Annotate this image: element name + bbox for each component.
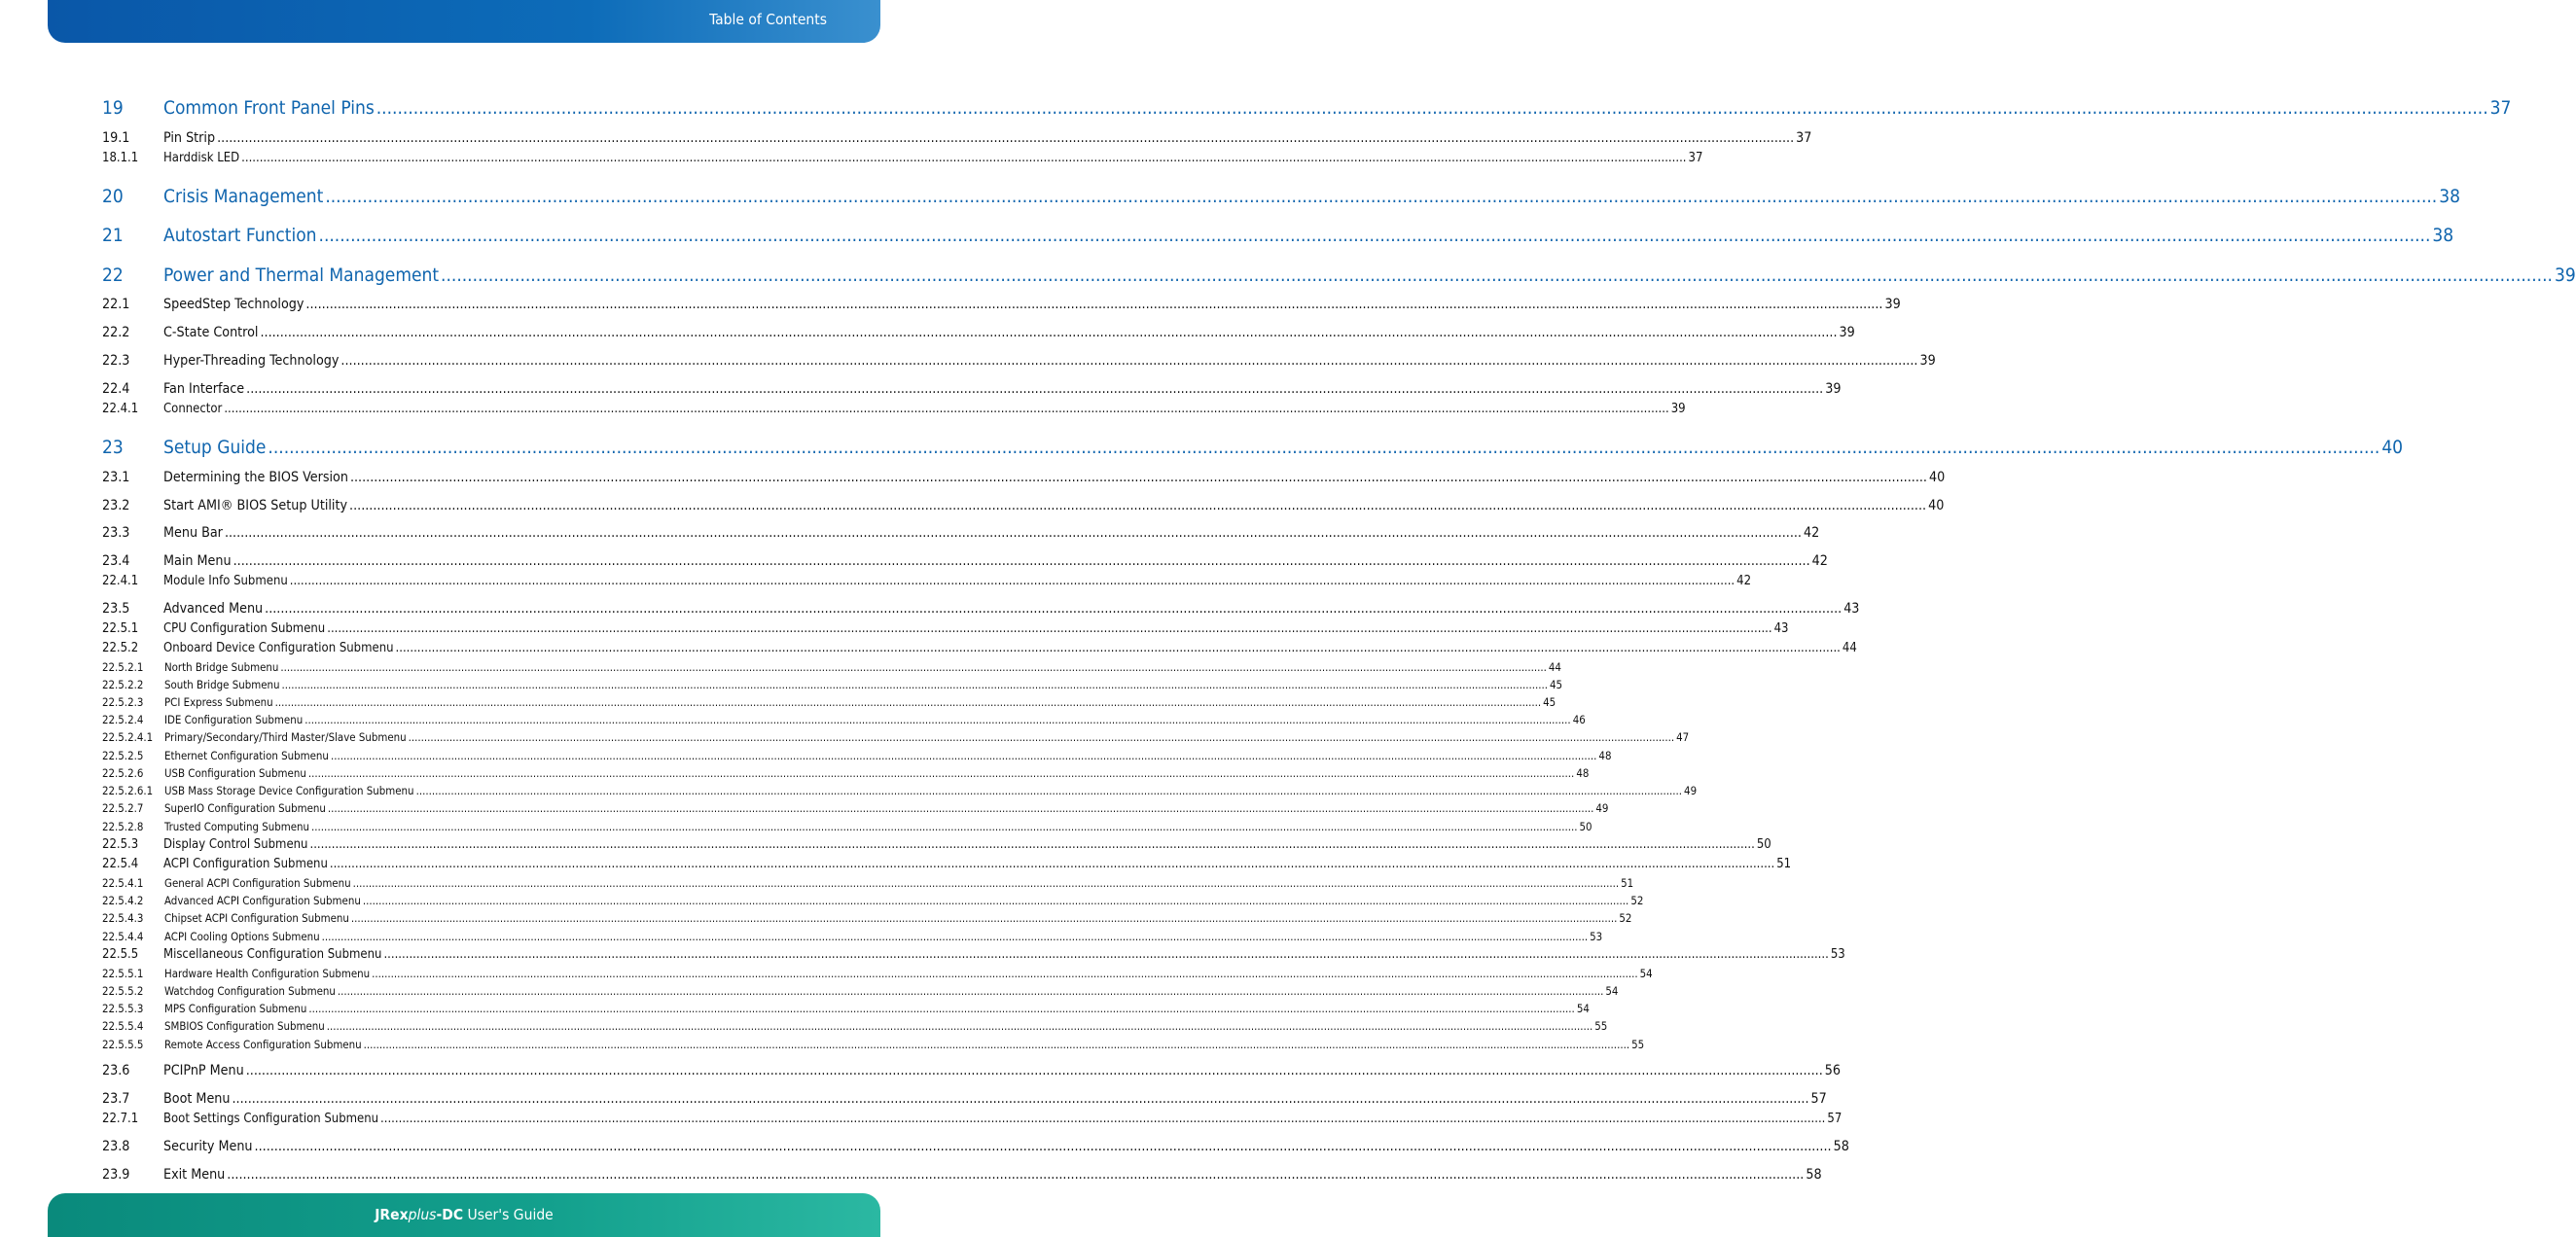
toc-title: North Bridge Submenu — [164, 660, 279, 674]
toc-page-number: 48 — [1576, 766, 1590, 780]
toc-entry[interactable] — [102, 186, 2460, 207]
toc-dot-leader: ................................................................................................................................................................................................................................................................................................................................................................................................................ — [227, 1167, 1805, 1183]
toc-page-number: 37 — [2489, 97, 2512, 119]
toc-entry[interactable] — [102, 1139, 1849, 1154]
toc-dot-leader: ................................................................................................................................................................................................................................................................................................................................................................................................................ — [233, 553, 1810, 569]
toc-dot-leader: ................................................................................................................................................................................................................................................................................................................................................................................................................ — [254, 1139, 1832, 1154]
toc-entry[interactable] — [102, 947, 1845, 962]
toc-number: 23.4 — [102, 553, 130, 569]
toc-title: Determining the BIOS Version — [163, 470, 348, 485]
toc-entry[interactable] — [102, 601, 1860, 617]
toc-page-number: 39 — [1670, 402, 1686, 416]
toc-page-number: 39 — [1839, 325, 1855, 340]
toc-entry[interactable] — [102, 498, 1945, 513]
toc-dot-leader: ................................................................................................................................................................................................................................................................................................................................................................................................................ — [325, 186, 2438, 207]
toc-number: 19.1 — [102, 130, 130, 146]
toc-entry[interactable] — [102, 837, 1771, 852]
toc-title: General ACPI Configuration Submenu — [164, 876, 351, 890]
toc-dot-leader: ................................................................................................................................................................................................................................................................................................................................................................................................................ — [349, 498, 1927, 513]
toc-entry[interactable] — [102, 911, 1632, 925]
toc-number: 22.5.4.1 — [102, 876, 144, 890]
toc-dot-leader: ................................................................................................................................................................................................................................................................................................................................................................................................................ — [217, 130, 1795, 146]
footer-brand-bold: JRex — [375, 1206, 409, 1223]
footer-brand-suffix: -DC — [436, 1206, 464, 1223]
toc-entry[interactable] — [102, 894, 1644, 907]
toc-title: Trusted Computing Submenu — [164, 820, 310, 833]
toc-title: IDE Configuration Submenu — [164, 713, 304, 726]
toc-title: USB Mass Storage Device Configuration Submenu — [164, 784, 414, 797]
toc-number: 22.5.5 — [102, 947, 139, 962]
toc-number: 22.3 — [102, 353, 130, 369]
toc-title: Hyper-Threading Technology — [163, 353, 340, 369]
toc-number: 23.1 — [102, 470, 130, 485]
toc-dot-leader: ................................................................................................................................................................................................................................................................................................................................................................................................................ — [308, 1002, 1575, 1015]
toc-dot-leader: ................................................................................................................................................................................................................................................................................................................................................................................................................ — [224, 525, 1802, 541]
toc-dot-leader: ................................................................................................................................................................................................................................................................................................................................................................................................................ — [318, 225, 2431, 246]
toc-entry[interactable] — [102, 857, 1792, 871]
toc-number: 22.5.2.5 — [102, 749, 144, 762]
toc-page-number: 37 — [1688, 151, 1703, 165]
toc-entry[interactable] — [102, 437, 2404, 458]
toc-number: 22.5.2.2 — [102, 678, 144, 691]
toc-number: 22.5.4 — [102, 857, 139, 871]
toc-number: 22.5.5.2 — [102, 984, 144, 998]
toc-dot-leader: ................................................................................................................................................................................................................................................................................................................................................................................................................ — [415, 784, 1683, 797]
toc-dot-leader: ................................................................................................................................................................................................................................................................................................................................................................................................................ — [349, 470, 1927, 485]
toc-title: Display Control Submenu — [163, 837, 308, 852]
toc-entry[interactable] — [102, 749, 1612, 762]
toc-page-number: 56 — [1824, 1063, 1842, 1078]
toc-dot-leader: ................................................................................................................................................................................................................................................................................................................................................................................................................ — [321, 930, 1589, 943]
toc-number: 22.2 — [102, 325, 130, 340]
toc-number: 22.4 — [102, 381, 130, 397]
toc-number: 18.1.1 — [102, 151, 139, 165]
toc-dot-leader: ................................................................................................................................................................................................................................................................................................................................................................................................................ — [274, 695, 1542, 709]
toc-page-number: 53 — [1590, 930, 1603, 943]
toc-dot-leader: ................................................................................................................................................................................................................................................................................................................................................................................................................ — [441, 265, 2553, 286]
toc-title: Start AMI® BIOS Setup Utility — [163, 498, 348, 513]
toc-title: Primary/Secondary/Third Master/Slave Submenu — [164, 730, 407, 744]
toc-title: C-State Control — [163, 325, 259, 340]
toc-number: 22.5.5.5 — [102, 1038, 144, 1051]
toc-title: Module Info Submenu — [163, 574, 288, 588]
toc-entry[interactable] — [102, 265, 2576, 286]
toc-dot-leader: ................................................................................................................................................................................................................................................................................................................................................................................................................ — [281, 678, 1548, 691]
toc-entry[interactable] — [102, 930, 1603, 943]
toc-entry[interactable] — [102, 574, 1752, 588]
toc-entry[interactable] — [102, 678, 1563, 691]
toc-number: 22.5.2.8 — [102, 820, 144, 833]
toc-page-number: 55 — [1631, 1038, 1645, 1051]
toc-number: 22.4.1 — [102, 402, 139, 416]
toc-dot-leader: ................................................................................................................................................................................................................................................................................................................................................................................................................ — [376, 97, 2488, 119]
toc-title: ACPI Cooling Options Submenu — [164, 930, 320, 943]
toc-dot-leader: ................................................................................................................................................................................................................................................................................................................................................................................................................ — [408, 730, 1675, 744]
toc-number: 22.5.5.3 — [102, 1002, 144, 1015]
toc-entry[interactable] — [102, 470, 1946, 485]
toc-dot-leader: ................................................................................................................................................................................................................................................................................................................................................................................................................ — [289, 574, 1735, 588]
toc-title: Miscellaneous Configuration Submenu — [163, 947, 382, 962]
toc-number: 22.5.2.6 — [102, 766, 144, 780]
toc-page-number: 39 — [2554, 265, 2576, 286]
toc-number: 20 — [102, 186, 124, 207]
toc-entry[interactable] — [102, 876, 1634, 890]
toc-title: Exit Menu — [163, 1167, 226, 1183]
toc-entry[interactable] — [102, 695, 1556, 709]
toc-page-number: 49 — [1684, 784, 1698, 797]
toc-title: South Bridge Submenu — [164, 678, 280, 691]
toc-entry[interactable] — [102, 402, 1686, 416]
toc-entry[interactable] — [102, 967, 1653, 980]
toc-title: Power and Thermal Management — [163, 265, 440, 286]
toc-entry[interactable] — [102, 801, 1609, 815]
toc-number: 23.5 — [102, 601, 130, 617]
toc-title: PCI Express Submenu — [164, 695, 273, 709]
toc-entry[interactable] — [102, 641, 1857, 655]
toc-dot-leader: ................................................................................................................................................................................................................................................................................................................................................................................................................ — [307, 766, 1575, 780]
toc-dot-leader: ................................................................................................................................................................................................................................................................................................................................................................................................................ — [260, 325, 1838, 340]
toc-page-number: 50 — [1579, 820, 1592, 833]
toc-title: PCIPnP Menu — [163, 1063, 244, 1078]
toc-page-number: 45 — [1549, 678, 1563, 691]
toc-entry[interactable] — [102, 784, 1698, 797]
toc-page-number: 42 — [1811, 553, 1828, 569]
toc-entry[interactable] — [102, 820, 1592, 833]
toc-title: Crisis Management — [163, 186, 324, 207]
toc-entry[interactable] — [102, 660, 1561, 674]
toc-dot-leader: ................................................................................................................................................................................................................................................................................................................................................................................................................ — [329, 857, 1775, 871]
toc-dot-leader: ................................................................................................................................................................................................................................................................................................................................................................................................................ — [309, 837, 1755, 852]
toc-dot-leader: ................................................................................................................................................................................................................................................................................................................................................................................................................ — [245, 1063, 1823, 1078]
toc-title: Menu Bar — [163, 525, 223, 541]
toc-dot-leader: ................................................................................................................................................................................................................................................................................................................................................................................................................ — [304, 713, 1571, 726]
toc-number: 22.5.4.3 — [102, 911, 144, 925]
toc-title: SMBIOS Configuration Submenu — [164, 1019, 325, 1033]
toc-number: 22.5.5.1 — [102, 967, 144, 980]
toc-dot-leader: ................................................................................................................................................................................................................................................................................................................................................................................................................ — [330, 749, 1597, 762]
toc-page-number: 39 — [1825, 381, 1842, 397]
toc-number: 22.4.1 — [102, 574, 139, 588]
toc-entry[interactable] — [102, 1091, 1827, 1107]
toc-dot-leader: ................................................................................................................................................................................................................................................................................................................................................................................................................ — [337, 984, 1604, 998]
toc-page-number: 58 — [1806, 1167, 1822, 1183]
toc-title: Pin Strip — [163, 130, 216, 146]
toc-title: Hardware Health Configuration Submenu — [164, 967, 371, 980]
toc-page-number: 49 — [1595, 801, 1609, 815]
toc-page-number: 40 — [1928, 498, 1945, 513]
toc-page-number: 53 — [1830, 947, 1845, 962]
toc-number: 22.5.3 — [102, 837, 139, 852]
toc-entry[interactable] — [102, 151, 1703, 165]
toc-page-number: 51 — [1776, 857, 1792, 871]
toc-page-number: 38 — [2432, 225, 2454, 246]
toc-dot-leader: ................................................................................................................................................................................................................................................................................................................................................................................................................ — [265, 601, 1843, 617]
toc-title: Advanced ACPI Configuration Submenu — [164, 894, 361, 907]
toc-number: 21 — [102, 225, 124, 246]
toc-title: Common Front Panel Pins — [163, 97, 375, 119]
toc-page-number: 44 — [1842, 641, 1857, 655]
toc-number: 23.2 — [102, 498, 130, 513]
toc-page-number: 57 — [1810, 1091, 1827, 1107]
toc-page-number: 55 — [1594, 1019, 1608, 1033]
toc-entry[interactable] — [102, 525, 1820, 541]
toc-title: ACPI Configuration Submenu — [163, 857, 328, 871]
toc-page-number: 52 — [1619, 911, 1632, 925]
toc-dot-leader: ................................................................................................................................................................................................................................................................................................................................................................................................................ — [350, 911, 1618, 925]
toc-page-number: 40 — [2381, 437, 2404, 458]
toc-entry[interactable] — [102, 1002, 1590, 1015]
toc-dot-leader: ................................................................................................................................................................................................................................................................................................................................................................................................................ — [224, 402, 1669, 416]
toc-entry[interactable] — [102, 1038, 1645, 1051]
toc-title: Harddisk LED — [163, 151, 240, 165]
toc-dot-leader: ................................................................................................................................................................................................................................................................................................................................................................................................................ — [340, 353, 1918, 369]
toc-entry[interactable] — [102, 130, 1812, 146]
toc-title: Chipset ACPI Configuration Submenu — [164, 911, 349, 925]
toc-number: 22.5.2.6.1 — [102, 784, 154, 797]
toc-entry[interactable] — [102, 553, 1828, 569]
toc-dot-leader: ................................................................................................................................................................................................................................................................................................................................................................................................................ — [246, 381, 1824, 397]
toc-dot-leader: ................................................................................................................................................................................................................................................................................................................................................................................................................ — [372, 967, 1638, 980]
toc-page-number: 46 — [1572, 713, 1586, 726]
toc-number: 22.5.5.4 — [102, 1019, 144, 1033]
toc-entry[interactable] — [102, 325, 1855, 340]
toc-entry[interactable] — [102, 1112, 1843, 1126]
toc-dot-leader: ................................................................................................................................................................................................................................................................................................................................................................................................................ — [383, 947, 1829, 962]
toc-title: SpeedStep Technology — [163, 297, 304, 312]
toc-number: 23.9 — [102, 1167, 130, 1183]
footer-brand-italic: plus — [408, 1206, 437, 1223]
toc-dot-leader: ................................................................................................................................................................................................................................................................................................................................................................................................................ — [326, 1019, 1593, 1033]
toc-number: 22.5.2.4.1 — [102, 730, 154, 744]
toc-page-number: 48 — [1598, 749, 1612, 762]
toc-title: Setup Guide — [163, 437, 267, 458]
toc-number: 22 — [102, 265, 124, 286]
toc-page-number: 43 — [1843, 601, 1860, 617]
toc-page-number: 57 — [1827, 1112, 1843, 1126]
toc-title: Connector — [163, 402, 223, 416]
toc-page-number: 54 — [1639, 967, 1653, 980]
toc-entry[interactable] — [102, 766, 1590, 780]
toc-page-number: 50 — [1756, 837, 1771, 852]
toc-title: Ethernet Configuration Submenu — [164, 749, 329, 762]
toc-number: 23.8 — [102, 1139, 130, 1154]
toc-title: Onboard Device Configuration Submenu — [163, 641, 394, 655]
toc-page-number: 47 — [1676, 730, 1690, 744]
toc-dot-leader: ................................................................................................................................................................................................................................................................................................................................................................................................................ — [362, 894, 1629, 907]
toc-page-number: 37 — [1796, 130, 1812, 146]
toc-entry[interactable] — [102, 297, 1901, 312]
toc-number: 23 — [102, 437, 124, 458]
toc-page-number: 43 — [1773, 621, 1789, 636]
toc-page-number: 44 — [1548, 660, 1561, 674]
toc-dot-leader: ................................................................................................................................................................................................................................................................................................................................................................................................................ — [352, 876, 1620, 890]
toc-title: Boot Menu — [163, 1091, 231, 1107]
toc-title: Fan Interface — [163, 381, 245, 397]
toc-title: Remote Access Configuration Submenu — [164, 1038, 362, 1051]
toc-page-number: 39 — [1884, 297, 1901, 312]
toc-page-number: 39 — [1919, 353, 1936, 369]
toc-entry[interactable] — [102, 730, 1690, 744]
toc-dot-leader: ................................................................................................................................................................................................................................................................................................................................................................................................................ — [268, 437, 2380, 458]
toc-title: Advanced Menu — [163, 601, 264, 617]
toc-dot-leader: ................................................................................................................................................................................................................................................................................................................................................................................................................ — [232, 1091, 1809, 1107]
toc-entry[interactable] — [102, 713, 1586, 726]
footer-title — [48, 1206, 880, 1223]
header-title: Table of Contents — [709, 11, 827, 28]
toc-page-number: 54 — [1576, 1002, 1590, 1015]
toc-dot-leader: ................................................................................................................................................................................................................................................................................................................................................................................................................ — [395, 641, 1841, 655]
toc-number: 22.5.2.4 — [102, 713, 144, 726]
toc-page-number: 51 — [1621, 876, 1634, 890]
toc-entry[interactable] — [102, 97, 2512, 119]
header-band — [48, 0, 880, 43]
toc-number: 23.6 — [102, 1063, 130, 1078]
toc-page-number: 40 — [1929, 470, 1946, 485]
toc-dot-leader: ................................................................................................................................................................................................................................................................................................................................................................................................................ — [305, 297, 1883, 312]
toc-number: 22.5.1 — [102, 621, 139, 636]
toc-number: 22.5.2.3 — [102, 695, 144, 709]
toc-dot-leader: ................................................................................................................................................................................................................................................................................................................................................................................................................ — [380, 1112, 1826, 1126]
toc-number: 19 — [102, 97, 124, 119]
toc-entry[interactable] — [102, 1063, 1842, 1078]
toc-title: Security Menu — [163, 1139, 253, 1154]
toc-dot-leader: ................................................................................................................................................................................................................................................................................................................................................................................................................ — [280, 660, 1547, 674]
toc-page-number: 42 — [1803, 525, 1820, 541]
toc-title: Boot Settings Configuration Submenu — [163, 1112, 379, 1126]
toc-page-number: 54 — [1605, 984, 1619, 998]
toc-dot-leader: ................................................................................................................................................................................................................................................................................................................................................................................................................ — [327, 621, 1772, 636]
toc-page-number: 42 — [1736, 574, 1752, 588]
toc-title: Watchdog Configuration Submenu — [164, 984, 336, 998]
toc-number: 22.5.2 — [102, 641, 139, 655]
toc-entry[interactable] — [102, 621, 1789, 636]
toc-number: 22.5.4.2 — [102, 894, 144, 907]
toc-entry[interactable] — [102, 1019, 1608, 1033]
toc-title: CPU Configuration Submenu — [163, 621, 326, 636]
toc-entry[interactable] — [102, 1167, 1822, 1183]
toc-number: 22.5.2.1 — [102, 660, 144, 674]
toc-dot-leader: ................................................................................................................................................................................................................................................................................................................................................................................................................ — [327, 801, 1594, 815]
toc-title: Main Menu — [163, 553, 232, 569]
footer-doc-title: User's Guide — [463, 1206, 554, 1223]
toc-page-number: 38 — [2439, 186, 2460, 207]
toc-entry[interactable] — [102, 984, 1619, 998]
toc-page-number: 52 — [1630, 894, 1644, 907]
toc-dot-leader: ................................................................................................................................................................................................................................................................................................................................................................................................................ — [311, 820, 1578, 833]
toc-title: USB Configuration Submenu — [164, 766, 306, 780]
toc-dot-leader: ................................................................................................................................................................................................................................................................................................................................................................................................................ — [241, 151, 1687, 165]
toc-number: 22.7.1 — [102, 1112, 139, 1126]
toc-dot-leader: ................................................................................................................................................................................................................................................................................................................................................................................................................ — [363, 1038, 1630, 1051]
toc-number: 23.3 — [102, 525, 130, 541]
toc-title: SuperIO Configuration Submenu — [164, 801, 326, 815]
footer-band — [48, 1193, 880, 1237]
toc-title: Autostart Function — [163, 225, 317, 246]
toc-page-number: 45 — [1543, 695, 1556, 709]
toc-entry[interactable] — [102, 353, 1936, 369]
toc-page-number: 58 — [1833, 1139, 1849, 1154]
toc-entry[interactable] — [102, 225, 2454, 246]
toc-title: MPS Configuration Submenu — [164, 1002, 307, 1015]
toc-number: 22.1 — [102, 297, 130, 312]
toc-number: 23.7 — [102, 1091, 130, 1107]
toc-number: 22.5.2.7 — [102, 801, 144, 815]
toc-number: 22.5.4.4 — [102, 930, 144, 943]
toc-entry[interactable] — [102, 381, 1842, 397]
